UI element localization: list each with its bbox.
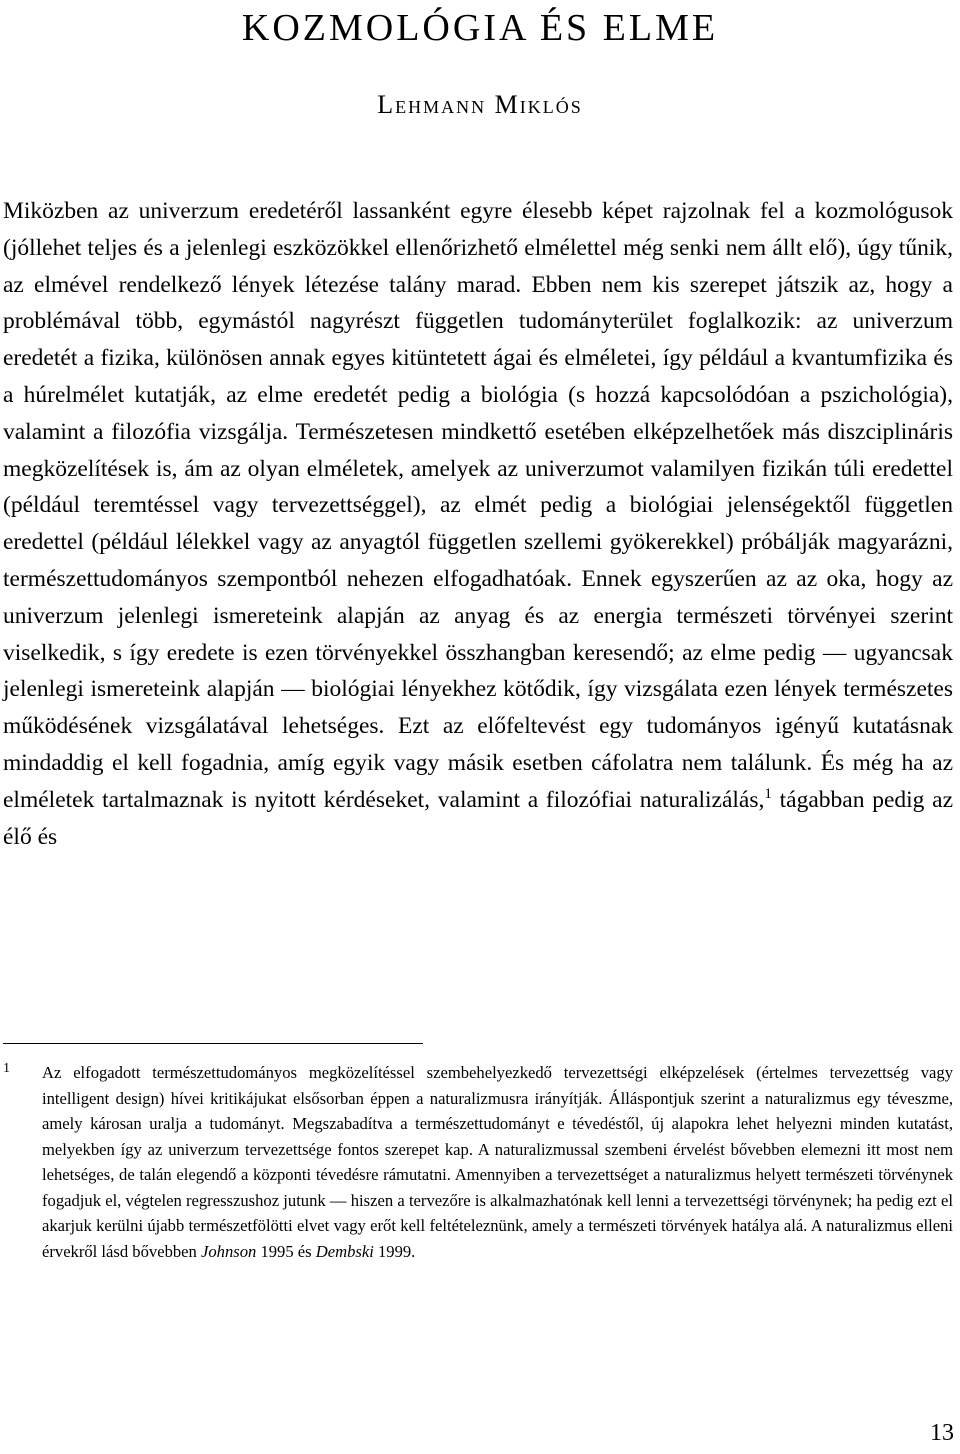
footnote-marker: 1 (3, 1061, 10, 1076)
footnote-text-part-3: 1999. (373, 1241, 416, 1261)
footnote-separator (3, 1043, 423, 1044)
citation-author-dembski: Dembski (315, 1241, 374, 1261)
body-text-main: Miközben az univerzum eredetéről lassanként egyre élesebb képet rajzolnak fel a kozmológusok (jóllehet teljes és a jelenlegi eszközökkel ellenőrizhető elmélettel még senki nem állt elő), úgy tűnik, az elmével rendelkező lények létezése talány marad. Ebben nem kis szerepet játszik az, hogy a problémával több, egymástól nagyrészt független tudományterület foglalkozik: az univerzum eredetét a fizika, különösen annak egyes kitüntetett ágai és elméletei, így például a kvantumfizika és a húrelmélet kutatják, az elme eredetét pedig a biológia (s hozzá kapcsolódóan a pszichológia), valamint a filozófia vizsgálja. Természetesen mindkettő esetében elképzelhetőek más diszciplináris megközelítések is, ám az olyan elméletek, amelyek az univerzumot valamilyen fizikán túli eredettel (például teremtéssel vagy tervezettséggel), az elmét pedig a biológiai jelenségektől független eredettel (például lélekkel vagy az anyagtól független szellemi gyökerekkel) próbálják magyarázni, természettudományos szempontból nehezen elfogadhatóak. Ennek egyszerűen az az oka, hogy az univerzum jelenlegi ismereteink alapján az anyag és az energia természeti törvényei szerint viselkedik, s így eredete is ezen törvényekkel összhangban keresendő; az elme pedig — ugyancsak jelenlegi ismereteink alapján — biológiai lényekhez kötődik, így vizsgálata ezen lények természetes működésének vizsgálatával lehetséges. Ezt az előfeltevést egy tudományos igényű kutatásnak mindaddig el kell fogadnia, amíg egyik vagy másik esetben cáfolatra nem találunk. És még ha az elméletek tartalmaznak is nyitott kérdéseket, valamint a filozófiai naturalizálás, (3, 198, 953, 813)
footnote-text-part-1: Az elfogadott természettudományos megközelítéssel szembehelyezkedő tervezettségi elképzelések (értelmes tervezettség vagy intelligent design) hívei kritikájukat elsősorban éppen a naturalizmusra irányítják. Álláspontjuk szerint a naturalizmus egy téveszme, amely károsan uralja a tudományt. Megszabadítva a természettudományt e tévedéstől, új alapokra lehet helyezni minden kutatást, melyekben így az univerzum tervezettsége fontos szerepet kap. A naturalizmussal szembeni érvelést bővebben elemezni itt most nem lehetséges, de talán elegendő a központi tévedésre rámutatni. Amennyiben a tervezettséget a naturalizmus helyett természeti törvénynek fogadjuk el, végtelen regresszushoz jutunk — hiszen a tervezőre is alkalmazhatónak kell lenni a tervezettségi törvénynek; ha pedig ezt el akarjuk kerülni újabb természetfölötti elvet vagy erőt kell feltételeznünk, amely a természeti törvények hatálya alá. A naturalizmus elleni érvekről lásd bővebben (42, 1063, 953, 1261)
footnote-reference[interactable]: 1 (764, 785, 772, 802)
author-name: Lehmann Miklós (377, 90, 583, 119)
page-number: 13 (930, 1420, 954, 1446)
citation-author-johnson: Johnson (200, 1241, 257, 1261)
body-paragraph (3, 193, 953, 855)
footnote (3, 1060, 953, 1264)
footnote-text-part-2: 1995 és (256, 1241, 316, 1261)
article-title: KOZMOLÓGIA ÉS ELME (241, 7, 719, 49)
footnote-text (42, 1060, 953, 1264)
body-text-tail: tágabban pedig az élő és (3, 786, 953, 850)
